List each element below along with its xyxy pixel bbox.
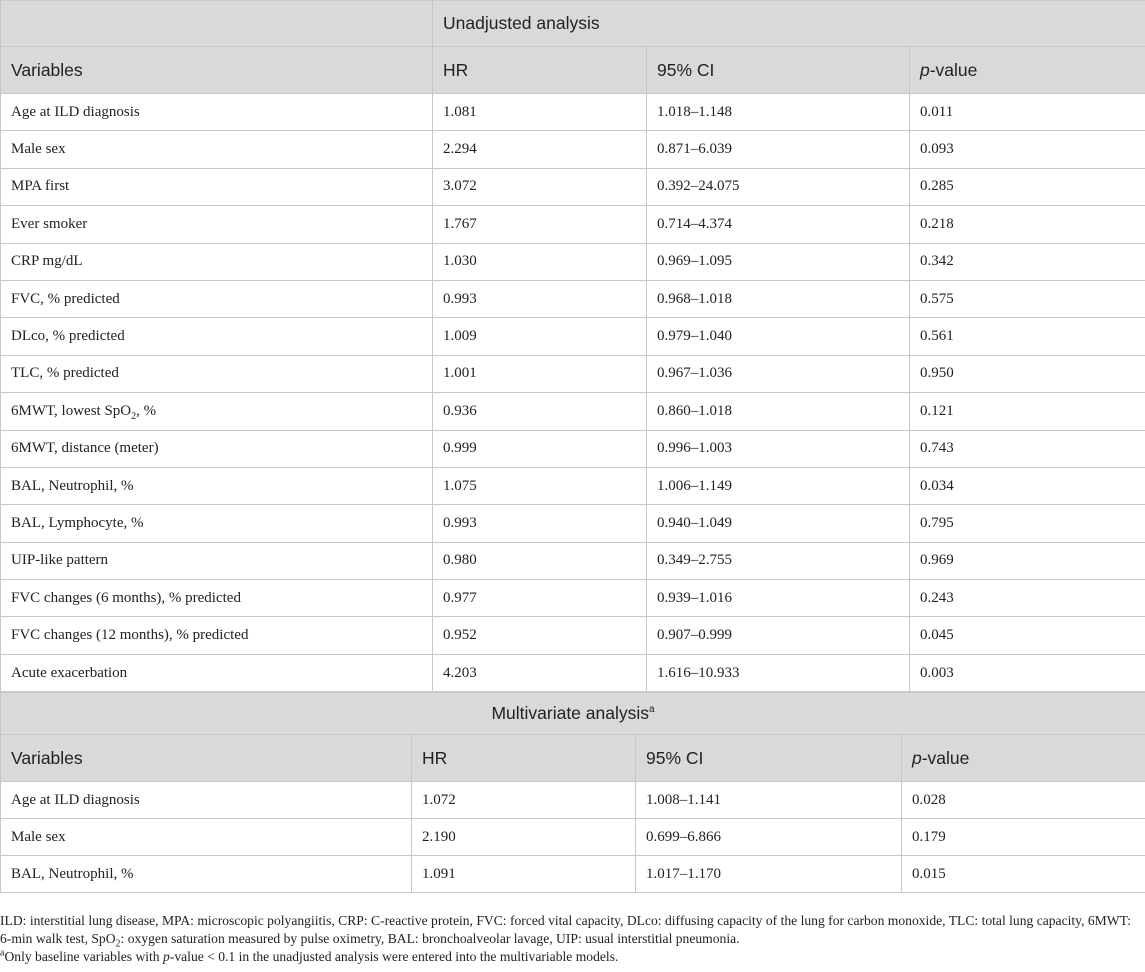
table-row <box>1 654 1145 691</box>
variable-cell: Age at ILD diagnosis <box>1 94 433 131</box>
ci-cell: 0.860–1.018 <box>647 393 910 430</box>
variable-cell: Ever smoker <box>1 206 433 243</box>
unadjusted-table-body <box>1 94 1145 692</box>
column-header-hr: HR <box>412 735 636 782</box>
ci-cell: 0.714–4.374 <box>647 206 910 243</box>
hr-cell: 0.993 <box>433 505 647 542</box>
variable-cell: BAL, Neutrophil, % <box>1 467 433 504</box>
footnote-text-end: -value < 0.1 in the unadjusted analysis were entered into the multivariable models. <box>169 949 619 964</box>
table-row <box>1 505 1145 542</box>
variable-cell: DLco, % predicted <box>1 318 433 355</box>
ci-cell: 0.939–1.016 <box>647 580 910 617</box>
variable-cell: MPA first <box>1 168 433 205</box>
hr-cell: 0.980 <box>433 542 647 579</box>
unadjusted-group-title: Unadjusted analysis <box>433 1 1145 47</box>
hr-cell: 0.952 <box>433 617 647 654</box>
p-value-cell: 0.045 <box>910 617 1145 654</box>
hr-cell: 1.030 <box>433 243 647 280</box>
variable-cell: TLC, % predicted <box>1 355 433 392</box>
p-value-cell: 0.179 <box>902 819 1145 856</box>
table-row <box>1 819 1145 856</box>
hr-cell: 2.294 <box>433 131 647 168</box>
abbreviations-subscript: 2 <box>115 938 121 950</box>
table-row <box>1 131 1145 168</box>
table-row <box>1 206 1145 243</box>
abbreviations-text-start: ILD: interstitial lung disease, MPA: microscopic polyangiitis, CRP: C-reactive protein, FVC: forced vital capacity, DLco: diffusing capacity of the lung for carbon monoxide, TLC: total lung capacity, 6MWT: 6-min walk test, SpO <box>0 913 1132 946</box>
hr-cell: 1.075 <box>433 467 647 504</box>
multivariate-table-body <box>1 782 1145 893</box>
table-row <box>1 355 1145 392</box>
p-value-cell: 0.561 <box>910 318 1145 355</box>
footnote-p-letter: p <box>163 949 170 964</box>
footnote-text-start: Only baseline variables with <box>4 949 164 964</box>
ci-cell: 0.967–1.036 <box>647 355 910 392</box>
column-header-ci: 95% CI <box>636 735 902 782</box>
hr-cell: 0.936 <box>433 393 647 430</box>
p-letter: p <box>920 59 930 80</box>
ci-cell: 1.008–1.141 <box>636 782 902 819</box>
table-row <box>1 94 1145 131</box>
variable-cell: FVC, % predicted <box>1 280 433 317</box>
column-header-hr: HR <box>433 47 647 94</box>
unadjusted-column-header-row <box>1 47 1145 94</box>
p-value-cell: 0.969 <box>910 542 1145 579</box>
hr-cell: 1.072 <box>412 782 636 819</box>
p-value-cell: 0.243 <box>910 580 1145 617</box>
variable-text-end: , % <box>136 402 157 419</box>
hr-cell: 1.001 <box>433 355 647 392</box>
p-value-cell: 0.121 <box>910 393 1145 430</box>
table-row <box>1 393 1145 430</box>
variable-cell: Acute exacerbation <box>1 654 433 691</box>
p-value-cell: 0.011 <box>910 94 1145 131</box>
unadjusted-group-header-row <box>1 1 1145 47</box>
ci-cell: 1.616–10.933 <box>647 654 910 691</box>
column-header-p-value <box>910 47 1145 94</box>
p-letter: p <box>912 747 922 768</box>
variable-cell: CRP mg/dL <box>1 243 433 280</box>
hr-cell: 1.767 <box>433 206 647 243</box>
column-header-variables: Variables <box>1 47 433 94</box>
variable-cell <box>1 393 433 430</box>
variable-text-start: 6MWT, lowest SpO <box>11 402 132 419</box>
p-suffix: -value <box>921 747 970 768</box>
variable-cell: Male sex <box>1 131 433 168</box>
table-row <box>1 617 1145 654</box>
hr-cell: 4.203 <box>433 654 647 691</box>
ci-cell: 0.349–2.755 <box>647 542 910 579</box>
hr-cell: 2.190 <box>412 819 636 856</box>
table-row <box>1 856 1145 893</box>
hr-cell: 0.999 <box>433 430 647 467</box>
p-value-cell: 0.285 <box>910 168 1145 205</box>
hr-cell: 1.081 <box>433 94 647 131</box>
table-row <box>1 168 1145 205</box>
variable-cell: BAL, Lymphocyte, % <box>1 505 433 542</box>
column-header-variables: Variables <box>1 735 412 782</box>
p-value-cell: 0.034 <box>910 467 1145 504</box>
ci-cell: 0.968–1.018 <box>647 280 910 317</box>
abbreviations-footnote <box>0 912 1145 948</box>
abbreviations-text-end: : oxygen saturation measured by pulse oximetry, BAL: bronchoalveolar lavage, UIP: usual interstitial pneumonia. <box>120 931 740 946</box>
hr-cell: 3.072 <box>433 168 647 205</box>
ci-cell: 1.006–1.149 <box>647 467 910 504</box>
table-row <box>1 782 1145 819</box>
variable-cell: BAL, Neutrophil, % <box>1 856 412 893</box>
hr-cell: 1.091 <box>412 856 636 893</box>
table-row <box>1 280 1145 317</box>
p-value-cell: 0.795 <box>910 505 1145 542</box>
variable-cell: Male sex <box>1 819 412 856</box>
table-row <box>1 318 1145 355</box>
header-empty-cell <box>1 1 433 47</box>
multivariate-title-text: Multivariate analysis <box>491 703 649 723</box>
variable-cell: UIP-like pattern <box>1 542 433 579</box>
column-header-p-value <box>902 735 1145 782</box>
p-value-cell: 0.575 <box>910 280 1145 317</box>
multivariate-title-footnote-mark: a <box>649 704 655 716</box>
ci-cell: 0.699–6.866 <box>636 819 902 856</box>
multivariable-footnote <box>0 948 1145 966</box>
hr-cell: 1.009 <box>433 318 647 355</box>
multivariate-title <box>1 693 1145 735</box>
hr-cell: 0.977 <box>433 580 647 617</box>
table-row <box>1 542 1145 579</box>
variable-subscript: 2 <box>131 410 137 422</box>
variable-cell: 6MWT, distance (meter) <box>1 430 433 467</box>
p-value-cell: 0.743 <box>910 430 1145 467</box>
ci-cell: 0.969–1.095 <box>647 243 910 280</box>
multivariate-column-header-row <box>1 735 1145 782</box>
variable-cell: Age at ILD diagnosis <box>1 782 412 819</box>
footnote-mark: a <box>0 947 5 959</box>
p-value-cell: 0.015 <box>902 856 1145 893</box>
ci-cell: 0.996–1.003 <box>647 430 910 467</box>
variable-cell: FVC changes (12 months), % predicted <box>1 617 433 654</box>
ci-cell: 0.940–1.049 <box>647 505 910 542</box>
p-suffix: -value <box>929 59 978 80</box>
ci-cell: 0.907–0.999 <box>647 617 910 654</box>
p-value-cell: 0.093 <box>910 131 1145 168</box>
table-row <box>1 580 1145 617</box>
multivariate-analysis-table <box>0 692 1145 893</box>
table-footnotes <box>0 912 1145 966</box>
ci-cell: 0.871–6.039 <box>647 131 910 168</box>
ci-cell: 0.392–24.075 <box>647 168 910 205</box>
table-row <box>1 430 1145 467</box>
p-value-cell: 0.003 <box>910 654 1145 691</box>
hr-cell: 0.993 <box>433 280 647 317</box>
variable-cell: FVC changes (6 months), % predicted <box>1 580 433 617</box>
multivariate-title-row <box>1 693 1145 735</box>
column-header-ci: 95% CI <box>647 47 910 94</box>
ci-cell: 1.017–1.170 <box>636 856 902 893</box>
table-row <box>1 243 1145 280</box>
ci-cell: 1.018–1.148 <box>647 94 910 131</box>
p-value-cell: 0.342 <box>910 243 1145 280</box>
p-value-cell: 0.028 <box>902 782 1145 819</box>
ci-cell: 0.979–1.040 <box>647 318 910 355</box>
table-row <box>1 467 1145 504</box>
p-value-cell: 0.950 <box>910 355 1145 392</box>
p-value-cell: 0.218 <box>910 206 1145 243</box>
